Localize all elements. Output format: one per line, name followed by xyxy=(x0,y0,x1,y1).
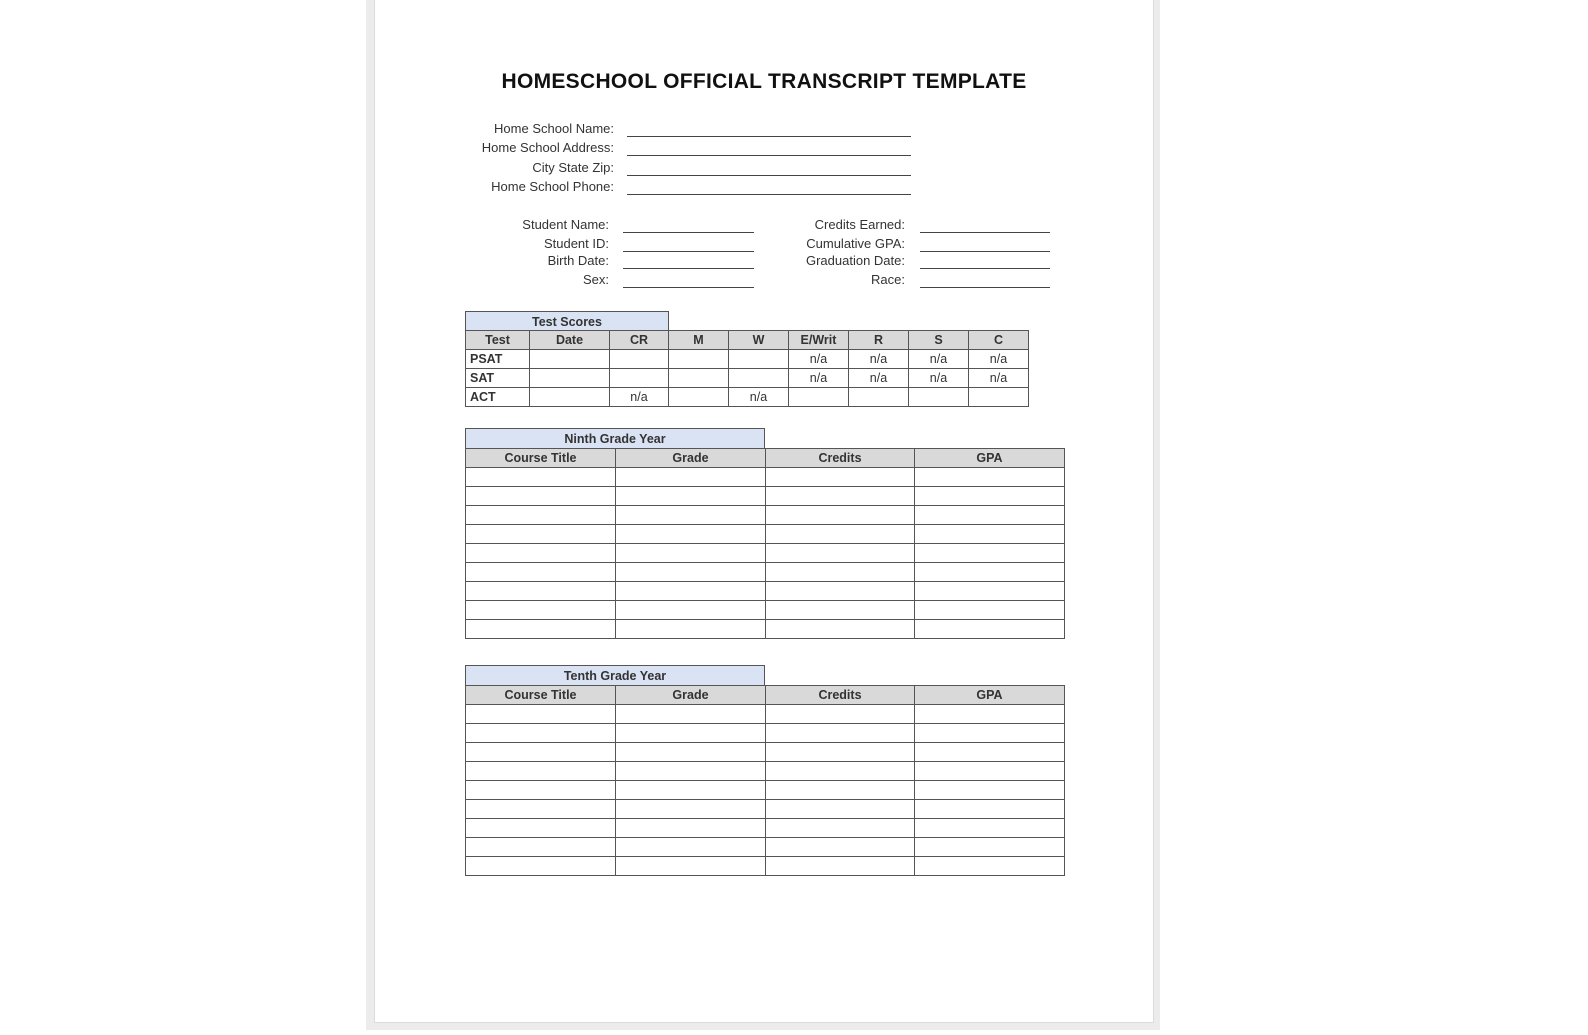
course-cell[interactable] xyxy=(466,857,616,876)
course-cell[interactable] xyxy=(616,743,766,762)
cell[interactable] xyxy=(729,369,789,388)
header-credits: Credits xyxy=(766,449,915,468)
test-scores-title: Test Scores xyxy=(465,311,669,331)
credits-earned-field xyxy=(375,217,1153,235)
table-row xyxy=(466,506,1065,525)
cell: n/a xyxy=(849,350,909,369)
course-cell[interactable] xyxy=(915,781,1065,800)
header-c: C xyxy=(969,331,1029,350)
field-blank-line[interactable] xyxy=(920,268,1050,269)
course-cell[interactable] xyxy=(466,724,616,743)
table-row xyxy=(466,743,1065,762)
header-e-writ: E/Writ xyxy=(789,331,849,350)
course-cell[interactable] xyxy=(766,468,915,487)
table-row xyxy=(466,544,1065,563)
header-date: Date xyxy=(530,331,610,350)
cell: n/a xyxy=(789,350,849,369)
cell: n/a xyxy=(969,369,1029,388)
course-cell[interactable] xyxy=(616,800,766,819)
test-scores-table xyxy=(465,330,1029,407)
course-cell[interactable] xyxy=(466,563,616,582)
course-cell[interactable] xyxy=(466,506,616,525)
field-blank-line[interactable] xyxy=(920,287,1050,288)
table-row xyxy=(466,563,1065,582)
course-cell[interactable] xyxy=(616,544,766,563)
course-cell[interactable] xyxy=(466,468,616,487)
course-cell[interactable] xyxy=(915,601,1065,620)
field-blank-line[interactable] xyxy=(920,251,1050,252)
header-m: M xyxy=(669,331,729,350)
table-row xyxy=(466,819,1065,838)
header-grade: Grade xyxy=(616,686,766,705)
course-cell[interactable] xyxy=(616,525,766,544)
table-row xyxy=(466,800,1065,819)
header-credits: Credits xyxy=(766,686,915,705)
cell[interactable] xyxy=(729,350,789,369)
field-label: Student Name: xyxy=(522,217,609,232)
table-row xyxy=(466,582,1065,601)
course-cell[interactable] xyxy=(766,819,915,838)
course-cell[interactable] xyxy=(766,781,915,800)
ninth-grade-header-row xyxy=(466,449,1065,468)
cell[interactable] xyxy=(669,388,729,407)
cell[interactable] xyxy=(530,350,610,369)
course-cell[interactable] xyxy=(466,487,616,506)
tenth-grade-title: Tenth Grade Year xyxy=(465,665,765,685)
header-gpa: GPA xyxy=(915,449,1065,468)
course-cell[interactable] xyxy=(616,819,766,838)
table-row xyxy=(466,525,1065,544)
field-label: City State Zip: xyxy=(532,160,614,175)
course-cell[interactable] xyxy=(766,487,915,506)
cell: n/a xyxy=(849,369,909,388)
course-cell[interactable] xyxy=(616,838,766,857)
course-cell[interactable] xyxy=(915,743,1065,762)
table-row xyxy=(466,838,1065,857)
cell: n/a xyxy=(729,388,789,407)
table-row xyxy=(466,601,1065,620)
course-cell[interactable] xyxy=(915,705,1065,724)
course-cell[interactable] xyxy=(616,563,766,582)
row-label: PSAT xyxy=(466,350,530,369)
course-cell[interactable] xyxy=(466,762,616,781)
test-scores-header-row xyxy=(466,331,1029,350)
cell[interactable] xyxy=(530,388,610,407)
field-label: Race: xyxy=(871,272,905,287)
course-cell[interactable] xyxy=(466,781,616,800)
table-row xyxy=(466,350,1029,369)
field-label: Birth Date: xyxy=(547,253,609,268)
school-phone-field xyxy=(375,179,1153,197)
course-cell[interactable] xyxy=(915,544,1065,563)
course-cell[interactable] xyxy=(915,582,1065,601)
field-label: Home School Name: xyxy=(494,121,614,136)
cell: n/a xyxy=(909,350,969,369)
row-label: ACT xyxy=(466,388,530,407)
field-label: Cumulative GPA: xyxy=(806,236,905,251)
cell[interactable] xyxy=(530,369,610,388)
table-row xyxy=(466,762,1065,781)
graduation-date-field xyxy=(375,253,1153,271)
cumulative-gpa-field xyxy=(375,236,1153,254)
course-cell[interactable] xyxy=(766,563,915,582)
course-cell[interactable] xyxy=(616,724,766,743)
ninth-grade-body xyxy=(466,468,1065,639)
cell: n/a xyxy=(969,350,1029,369)
course-cell[interactable] xyxy=(616,601,766,620)
course-cell[interactable] xyxy=(616,582,766,601)
document-page xyxy=(374,0,1154,1023)
field-label: Home School Phone: xyxy=(491,179,614,194)
cell[interactable] xyxy=(669,350,729,369)
course-cell[interactable] xyxy=(616,620,766,639)
course-cell[interactable] xyxy=(616,487,766,506)
course-cell[interactable] xyxy=(766,582,915,601)
header-course-title: Course Title xyxy=(466,686,616,705)
header-w: W xyxy=(729,331,789,350)
course-cell[interactable] xyxy=(766,705,915,724)
course-cell[interactable] xyxy=(616,705,766,724)
course-cell[interactable] xyxy=(766,544,915,563)
course-cell[interactable] xyxy=(766,506,915,525)
table-row xyxy=(466,388,1029,407)
course-cell[interactable] xyxy=(915,468,1065,487)
course-cell[interactable] xyxy=(766,857,915,876)
course-cell[interactable] xyxy=(616,762,766,781)
course-cell[interactable] xyxy=(915,525,1065,544)
cell[interactable] xyxy=(610,350,669,369)
course-cell[interactable] xyxy=(766,762,915,781)
header-r: R xyxy=(849,331,909,350)
course-cell[interactable] xyxy=(466,544,616,563)
cell: n/a xyxy=(610,388,669,407)
course-cell[interactable] xyxy=(915,506,1065,525)
course-cell[interactable] xyxy=(766,743,915,762)
field-blank-line[interactable] xyxy=(920,232,1050,233)
field-label: Graduation Date: xyxy=(805,253,905,268)
tenth-grade-table xyxy=(465,685,1065,876)
cell[interactable] xyxy=(909,388,969,407)
course-cell[interactable] xyxy=(915,838,1065,857)
course-cell[interactable] xyxy=(466,620,616,639)
cell[interactable] xyxy=(849,388,909,407)
course-cell[interactable] xyxy=(766,525,915,544)
course-cell[interactable] xyxy=(915,620,1065,639)
course-cell[interactable] xyxy=(616,506,766,525)
field-blank-line[interactable] xyxy=(627,136,911,137)
course-cell[interactable] xyxy=(766,724,915,743)
course-cell[interactable] xyxy=(915,563,1065,582)
course-cell[interactable] xyxy=(915,857,1065,876)
course-cell[interactable] xyxy=(766,800,915,819)
course-cell[interactable] xyxy=(466,743,616,762)
header-cr: CR xyxy=(610,331,669,350)
course-cell[interactable] xyxy=(466,800,616,819)
cell: n/a xyxy=(789,369,849,388)
field-label: Student ID: xyxy=(543,236,609,251)
header-grade: Grade xyxy=(616,449,766,468)
header-test: Test xyxy=(466,331,530,350)
row-label: SAT xyxy=(466,369,530,388)
field-blank-line[interactable] xyxy=(627,175,911,176)
document-title: HOMESCHOOL OFFICIAL TRANSCRIPT TEMPLATE xyxy=(501,70,1027,93)
school-name-field xyxy=(375,121,1153,139)
header-s: S xyxy=(909,331,969,350)
ninth-grade-table xyxy=(465,448,1065,639)
course-cell[interactable] xyxy=(766,838,915,857)
document-viewer-background xyxy=(366,0,1160,1030)
cell[interactable] xyxy=(610,369,669,388)
course-cell[interactable] xyxy=(616,781,766,800)
city-state-zip-field xyxy=(375,160,1153,178)
course-cell[interactable] xyxy=(466,582,616,601)
table-row xyxy=(466,781,1065,800)
course-cell[interactable] xyxy=(915,724,1065,743)
cell: n/a xyxy=(909,369,969,388)
cell[interactable] xyxy=(669,369,729,388)
course-cell[interactable] xyxy=(616,857,766,876)
table-row xyxy=(466,724,1065,743)
header-gpa: GPA xyxy=(915,686,1065,705)
table-row xyxy=(466,468,1065,487)
header-course-title: Course Title xyxy=(466,449,616,468)
race-field xyxy=(375,272,1153,290)
table-row xyxy=(466,487,1065,506)
cell[interactable] xyxy=(969,388,1029,407)
course-cell[interactable] xyxy=(466,819,616,838)
table-row xyxy=(466,705,1065,724)
course-cell[interactable] xyxy=(915,762,1065,781)
course-cell[interactable] xyxy=(915,819,1065,838)
course-cell[interactable] xyxy=(466,525,616,544)
cell[interactable] xyxy=(789,388,849,407)
table-row xyxy=(466,369,1029,388)
field-label: Sex: xyxy=(582,272,609,287)
course-cell[interactable] xyxy=(466,601,616,620)
course-cell[interactable] xyxy=(915,487,1065,506)
course-cell[interactable] xyxy=(466,705,616,724)
tenth-grade-body xyxy=(466,705,1065,876)
ninth-grade-title: Ninth Grade Year xyxy=(465,428,765,448)
table-row xyxy=(466,857,1065,876)
course-cell[interactable] xyxy=(766,601,915,620)
course-cell[interactable] xyxy=(466,838,616,857)
field-blank-line[interactable] xyxy=(627,155,911,156)
course-cell[interactable] xyxy=(616,468,766,487)
school-address-field xyxy=(375,140,1153,158)
field-blank-line[interactable] xyxy=(627,194,911,195)
tenth-grade-header-row xyxy=(466,686,1065,705)
course-cell[interactable] xyxy=(915,800,1065,819)
table-row xyxy=(466,620,1065,639)
field-label: Home School Address: xyxy=(481,140,614,155)
field-label: Credits Earned: xyxy=(814,217,905,232)
course-cell[interactable] xyxy=(766,620,915,639)
